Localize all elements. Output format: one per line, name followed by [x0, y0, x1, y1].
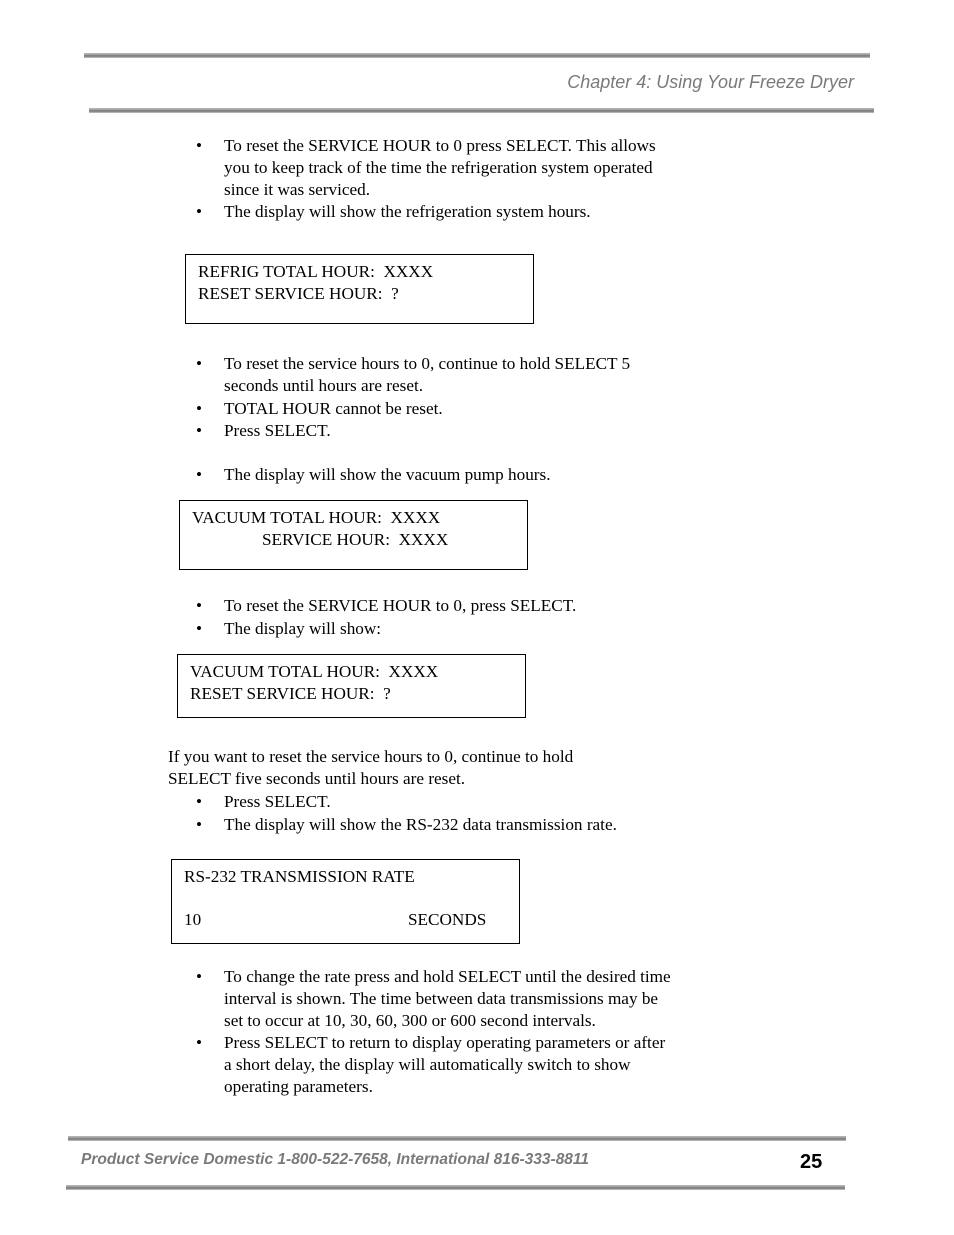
bullet-list-rs232	[196, 791, 676, 837]
display-line: RESET SERVICE HOUR: ?	[198, 284, 399, 303]
bullet-list-reset-hours	[196, 353, 686, 443]
list-item: • To reset the service hours to 0, continue to hold SELECT 5 seconds until hours are reset.	[196, 353, 686, 397]
list-item: • TOTAL HOUR cannot be reset.	[196, 398, 686, 420]
footer-rule-bottom	[66, 1185, 845, 1190]
list-item: • Press SELECT.	[196, 791, 676, 813]
display-value: 10	[184, 910, 202, 929]
list-item: • To change the rate press and hold SELECT until the desired time interval is shown. The time between data transmissions may be set to occur at 10, 30, 60, 300 or 600 second intervals.	[196, 966, 676, 1031]
display-rs232-rate	[171, 859, 520, 944]
header-rule-top	[84, 53, 870, 58]
footer-rule-top	[68, 1136, 846, 1141]
display-line: RS-232 TRANSMISSION RATE	[184, 867, 415, 886]
list-item: • Press SELECT to return to display operating parameters or after a short delay, the display will automatically switch to show operating parameters.	[196, 1032, 676, 1097]
list-item: • To reset the SERVICE HOUR to 0 press SELECT. This allows you to keep track of the time the refrigeration system operated since it was serviced.	[196, 135, 656, 200]
list-item: • Press SELECT.	[196, 420, 686, 442]
display-line: REFRIG TOTAL HOUR: XXXX	[198, 262, 434, 281]
bullet-list-vacuum-display	[196, 464, 676, 487]
list-item: • To reset the SERVICE HOUR to 0, press SELECT.	[196, 595, 676, 617]
list-item: • The display will show the RS-232 data transmission rate.	[196, 814, 676, 836]
list-item: • The display will show the refrigeration system hours.	[196, 201, 656, 223]
display-line: SERVICE HOUR: XXXX	[262, 530, 449, 549]
display-unit: SECONDS	[408, 910, 487, 929]
chapter-title: Chapter 4: Using Your Freeze Dryer	[567, 72, 854, 92]
header-rule-bottom	[89, 108, 874, 113]
list-item: • The display will show the vacuum pump hours.	[196, 464, 676, 486]
bullet-list-service-hour	[196, 135, 656, 224]
list-item: • The display will show:	[196, 618, 676, 640]
display-vacuum-hours	[179, 500, 528, 570]
display-refrig-hours	[185, 254, 534, 324]
display-line: VACUUM TOTAL HOUR: XXXX	[192, 508, 441, 527]
display-vacuum-reset	[177, 654, 526, 718]
bullet-list-rate-change	[196, 966, 676, 1099]
footer-contact: Product Service Domestic 1-800-522-7658, International 816-333-8811	[81, 1151, 590, 1168]
reset-paragraph: If you want to reset the service hours to 0, continue to hold SELECT five seconds until hours are reset.	[168, 747, 574, 788]
page-number: 25	[800, 1151, 823, 1173]
display-line: VACUUM TOTAL HOUR: XXXX	[190, 662, 439, 681]
display-line: RESET SERVICE HOUR: ?	[190, 684, 391, 703]
bullet-list-vacuum-reset	[196, 595, 676, 641]
